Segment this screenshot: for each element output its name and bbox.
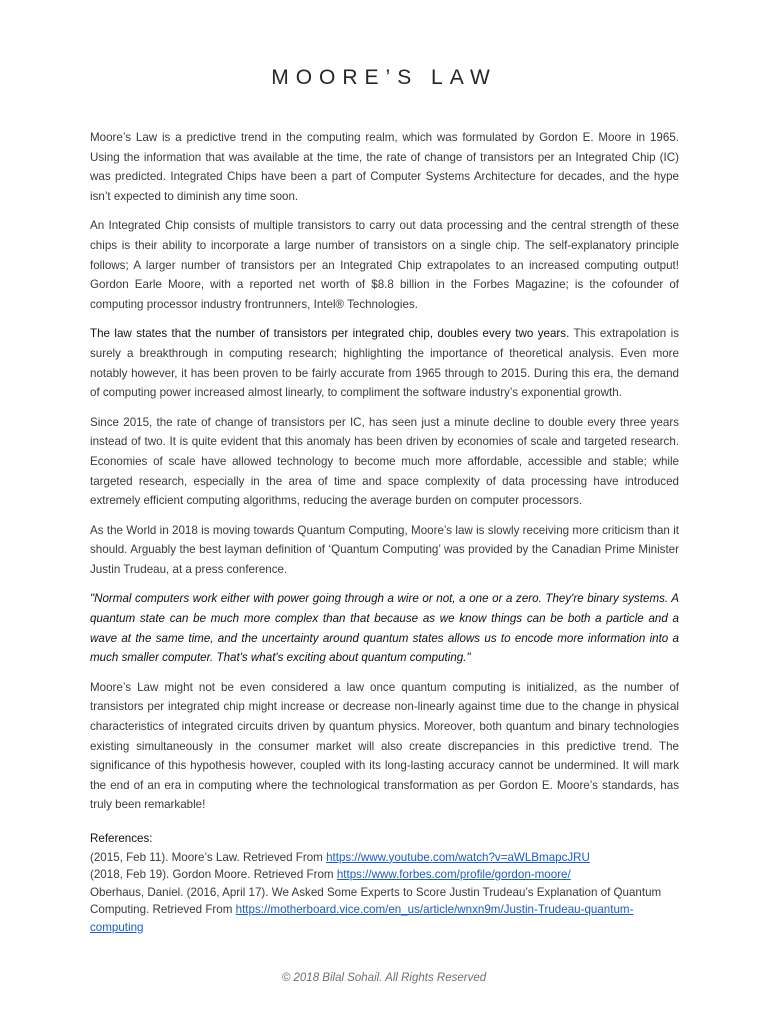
paragraph-integrated-chip: An Integrated Chip consists of multiple transistors to carry out data processing and the central strength of these chips is their ability to incorporate a large number of transistors on a single chip. The self-explanatory principle follows; A larger number of transistors per an Integrated Chip extrapolates to an increased computing output! Gordon Earle Moore, with a reported net worth of $8.8 billion in the Forbes Magazine; is the cofounder of computing processor industry frontrunners, Intel® Technologies.: [90, 219, 679, 311]
law-statement-rest: This extrapolation is surely a breakthrough in computing research; highlighting the importance of theoretical analysis. Even more notably however, it has been proven to be fairly accurate from 1965 through to 2015. During this era, the demand of computing power increased almost linearly, to compliment the software industry’s exponential growth.: [90, 327, 679, 400]
paragraph-law-statement: [90, 324, 679, 402]
law-statement-lead: The law states that the number of transistors per integrated chip, doubles every two years.: [90, 327, 570, 341]
reference-item: [90, 866, 679, 884]
trudeau-quote: "Normal computers work either with power going through a wire or not, a one or a zero. They're binary systems. A quantum state can be much more complex than that because as we know things can be both a particle and a wave at the same time, and the uncertainty around quantum states allows us to encode more information into a much smaller computer. That's what's exciting about quantum computing.": [90, 592, 679, 665]
document-body: [90, 128, 679, 936]
references-list: [90, 849, 679, 937]
reference-text: (2018, Feb 19). Gordon Moore. Retrieved From: [90, 868, 337, 882]
paragraph-quantum-computing: As the World in 2018 is moving towards Quantum Computing, Moore’s law is slowly receiving more criticism than it should. Arguably the best layman definition of ‘Quantum Computing’ was provided by the Canadian Prime Minister Justin Trudeau, at a press conference.: [90, 523, 679, 576]
paragraph-since-2015: Since 2015, the rate of change of transistors per IC, has seen just a minute decline to double every three years instead of two. It is quite evident that this anomaly has been driven by economies of scale and targeted research. Economies of scale have allowed technology to become much more affordable, accessible and stable; while targeted research, especially in the area of time and space complexity of data processing have introduced extremely efficient computing algorithms, reducing the average burden on computer processors.: [90, 415, 679, 508]
reference-link[interactable]: https://motherboard.vice.com/en_us/article/wnxn9m/Justin-Trudeau-quantum-computing: [90, 903, 634, 934]
reference-item: [90, 884, 679, 937]
paragraph-conclusion: Moore’s Law might not be even considered a law once quantum computing is initialized, as the number of transistors per integrated chip might increase or decrease non-linearly against time due to the change in physical characteristics of integrated circuits driven by quantum physics. Moreover, both quantum and binary technologies existing simultaneously in the consumer market will also create discrepancies in this predictive trend. The significance of this hypothesis however, coupled with its long-lasting accuracy cannot be undermined. It will mark the end of an era in computing where the technological transformation as per Gordon E. Moore’s standards, has truly been remarkable!: [90, 680, 679, 812]
reference-text: Oberhaus, Daniel. (2016, April 17). We Asked Some Experts to Score Justin Trudeau’s Explanation of Quantum Computing. Retrieved From: [90, 885, 662, 917]
reference-link[interactable]: https://www.youtube.com/watch?v=aWLBmapcJRU: [326, 850, 590, 864]
reference-item: [90, 849, 679, 867]
reference-text: (2015, Feb 11). Moore’s Law. Retrieved From: [90, 850, 327, 864]
page-title: MOORE’S LAW: [271, 66, 497, 89]
reference-link[interactable]: https://www.forbes.com/profile/gordon-moore/: [336, 868, 571, 882]
copyright-footer: © 2018 Bilal Sohail. All Rights Reserved: [281, 972, 487, 984]
references-heading: References:: [90, 832, 153, 845]
paragraph-intro: Moore’s Law is a predictive trend in the computing realm, which was formulated by Gordon E. Moore in 1965. Using the information that was available at the time, the rate of change of transistors per an Integrated Chip (IC) was predicted. Integrated Chips have been a part of Computer Systems Architecture for decades, and the hype isn’t expected to diminish any time soon.: [90, 131, 679, 203]
